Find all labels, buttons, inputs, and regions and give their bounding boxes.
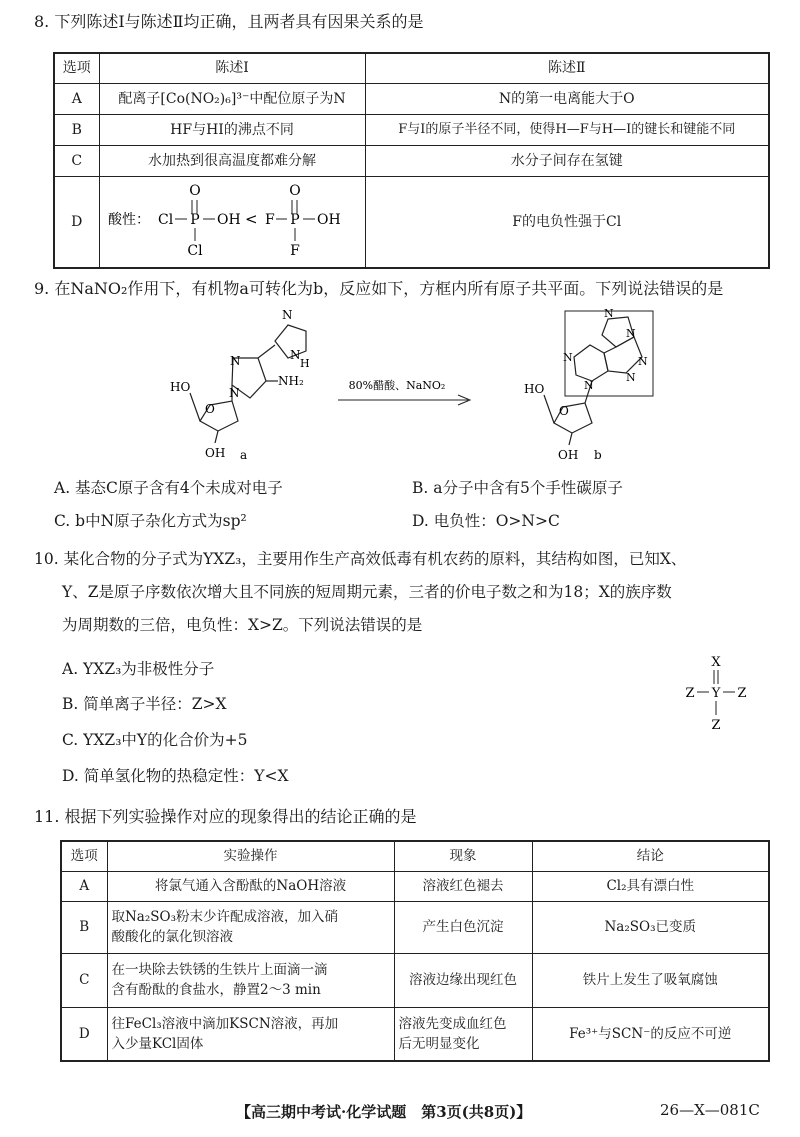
q11-stem: 11. 根据下列实验操作对应的现象得出的结论正确的是 (34, 807, 417, 826)
q8-header-s2: 陈述Ⅱ (365, 53, 769, 83)
q8-statement-2: F的电负性强于Cl (365, 176, 769, 268)
yxz3-structure (680, 652, 760, 734)
q10-stem-line2: Y、Z是原子序数依次增大且不同族的短周期元素，三者的价电子数之和为18；X的族序数 (62, 583, 672, 601)
svg-text:Y: Y (711, 686, 721, 701)
q9-option-b: B. a分子中含有5个手性碳原子 (412, 479, 623, 497)
svg-text:N: N (584, 379, 594, 392)
svg-text:N: N (638, 355, 648, 368)
table-row (61, 1007, 769, 1061)
q10-option-d: D. 简单氢化物的热稳定性：Y<X (62, 767, 289, 785)
svg-text:Z: Z (685, 686, 695, 701)
svg-text:N: N (230, 354, 241, 368)
q11-table (60, 840, 770, 1062)
svg-text:O: O (559, 404, 569, 418)
svg-text:Z: Z (737, 686, 747, 701)
svg-text:O: O (205, 402, 215, 416)
q8-option: D (54, 176, 99, 268)
q11-conclusion: Cl₂具有漂白性 (532, 871, 769, 901)
q8-acidity-cell (99, 176, 365, 268)
table-row (54, 176, 769, 268)
q8-stem: 8. 下列陈述Ⅰ与陈述Ⅱ均正确，且两者具有因果关系的是 (34, 12, 424, 31)
svg-text:N: N (626, 371, 636, 384)
q11-header-conclusion: 结论 (532, 841, 769, 871)
svg-text:O: O (188, 182, 201, 199)
q11-option: C (61, 953, 107, 1007)
q11-phenomenon: 溶液红色褪去 (394, 871, 532, 901)
q8-statement-2: F与I的原子半径不同，使得H—F与H—I的键长和键能不同 (365, 114, 769, 145)
svg-text:N: N (282, 308, 293, 322)
q11-header-operation: 实验操作 (107, 841, 394, 871)
less-than-sign: < (244, 209, 258, 228)
q8-statement-1: 水加热到很高温度都难分解 (99, 145, 365, 176)
q10-stem-line3: 为周期数的三倍，电负性：X>Z。下列说法错误的是 (62, 616, 423, 634)
q11-phenomenon: 产生白色沉淀 (394, 901, 532, 953)
svg-text:P: P (189, 211, 200, 228)
svg-text:OH: OH (558, 448, 579, 462)
q8-table (53, 52, 770, 269)
svg-text:OH: OH (216, 211, 241, 228)
table-row (61, 953, 769, 1007)
q8-header-s1: 陈述Ⅰ (99, 53, 365, 83)
q10-option-a: A. YXZ₃为非极性分子 (62, 660, 215, 678)
q11-phenomenon: 溶液边缘出现红色 (394, 953, 532, 1007)
q8-statement-2: 水分子间存在氢键 (365, 145, 769, 176)
molecule-b (544, 311, 653, 445)
label-a: a (240, 448, 248, 462)
q9-option-a: A. 基态C原子含有4个未成对电子 (54, 479, 283, 497)
q11-operation: 在一块除去铁锈的生铁片上面滴一滴 含有酚酞的食盐水，静置2～3 min (107, 953, 394, 1007)
svg-text:HO: HO (170, 380, 191, 394)
svg-text:N: N (604, 307, 614, 320)
svg-text:H: H (300, 357, 310, 370)
svg-text:Cl: Cl (157, 211, 173, 228)
svg-text:N: N (290, 348, 301, 362)
q8-option: C (54, 145, 99, 176)
reaction-conditions: 80%醋酸、NaNO₂ (348, 379, 446, 392)
svg-text:Z: Z (711, 718, 721, 733)
q9-option-c: C. b中N原子杂化方式为sp² (54, 512, 247, 530)
svg-text:F: F (289, 242, 300, 259)
table-row (54, 114, 769, 145)
footer-code: 26—X—081C (660, 1101, 760, 1119)
svg-text:HO: HO (524, 382, 545, 396)
table-row (54, 83, 769, 114)
q10-option-b: B. 简单离子半径：Z>X (62, 695, 227, 713)
q8-statement-1: HF与HI的沸点不同 (99, 114, 365, 145)
svg-text:N: N (229, 386, 240, 400)
q11-option: A (61, 871, 107, 901)
label-b: b (594, 448, 602, 462)
q11-header-option: 选项 (61, 841, 107, 871)
q11-option: D (61, 1007, 107, 1061)
svg-text:O: O (288, 182, 301, 199)
q8-option: B (54, 114, 99, 145)
q8-statement-2: N的第一电离能大于O (365, 83, 769, 114)
q11-operation: 往FeCl₃溶液中滴加KSCN溶液，再加 入少量KCl固体 (107, 1007, 394, 1061)
q11-conclusion: Na₂SO₃已变质 (532, 901, 769, 953)
acidity-label: 酸性： (107, 211, 150, 228)
q8-statement-1: 配离子[Co(NO₂)₆]³⁻中配位原子为N (99, 83, 365, 114)
table-row (61, 901, 769, 953)
acid-structures (100, 177, 366, 261)
q10-stem-line1: 10. 某化合物的分子式为YXZ₃，主要用作生产高效低毒有机农药的原料，其结构如图，已知X、 (34, 550, 687, 568)
q11-conclusion: 铁片上发生了吸氧腐蚀 (532, 953, 769, 1007)
q11-header-phenomenon: 现象 (394, 841, 532, 871)
svg-text:N: N (563, 351, 573, 364)
q8-option: A (54, 83, 99, 114)
svg-text:F: F (264, 211, 275, 228)
q11-operation: 取Na₂SO₃粉末少许配成溶液，加入硝 酸酸化的氯化钡溶液 (107, 901, 394, 953)
q11-conclusion: Fe³⁺与SCN⁻的反应不可逆 (532, 1007, 769, 1061)
q9-option-d: D. 电负性：O>N>C (412, 512, 560, 530)
q11-operation: 将氯气通入含酚酞的NaOH溶液 (107, 871, 394, 901)
q8-header-option: 选项 (54, 53, 99, 83)
svg-text:Cl: Cl (186, 242, 203, 259)
q11-option: B (61, 901, 107, 953)
q10-option-c: C. YXZ₃中Y的化合价为+5 (62, 731, 248, 749)
svg-text:NH₂: NH₂ (278, 374, 304, 388)
table-row (61, 871, 769, 901)
table-row (54, 145, 769, 176)
q11-phenomenon: 溶液先变成血红色 后无明显变化 (394, 1007, 532, 1061)
footer-exam-info: 【高三期中考试·化学试题 第3页(共8页)】 (236, 1103, 532, 1121)
svg-text:OH: OH (205, 446, 226, 460)
reaction-scheme (160, 303, 680, 463)
svg-text:OH: OH (316, 211, 341, 228)
svg-text:P: P (289, 211, 300, 228)
svg-text:N: N (626, 327, 636, 340)
svg-text:X: X (711, 655, 721, 670)
q9-stem: 9. 在NaNO₂作用下，有机物a可转化为b，反应如下，方框内所有原子共平面。下列说法错误的是 (34, 279, 724, 298)
